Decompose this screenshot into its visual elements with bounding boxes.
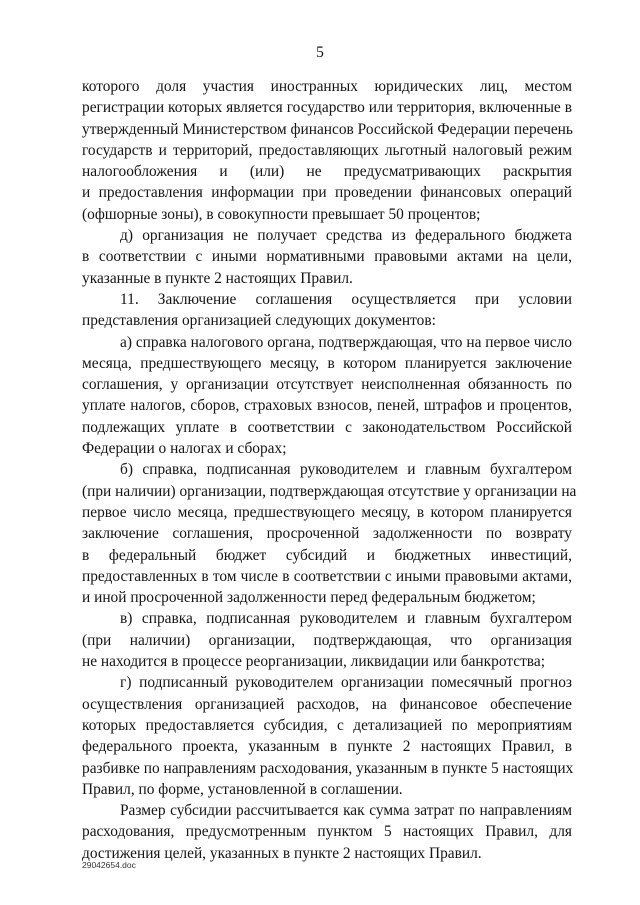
text-line: Федерации о налогах и сборах;	[82, 440, 287, 458]
text-line: регистрации которых является государство или территория, включенные в	[82, 99, 572, 117]
text-line: предоставленных в том числе в соответствии с иными правовыми актами,	[82, 567, 572, 585]
text-line: расходования, предусмотренным пунктом 5 настоящих Правил, для	[82, 823, 572, 841]
text-line: б) справка, подписанная руководителем и главным бухгалтером	[120, 461, 572, 479]
text-line: налогообложения и (или) не предусматривающих раскрытия	[82, 163, 572, 181]
text-line: указанные в пункте 2 настоящих Правил.	[82, 269, 353, 287]
text-line: первое число месяца, предшествующего месяцу, в котором планируется	[82, 503, 572, 521]
text-line: заключение соглашения, просроченной задолженности по возврату	[82, 525, 572, 543]
text-line: утвержденный Министерством финансов Российской Федерации перечень	[82, 120, 573, 138]
paragraph-continuation	[82, 76, 572, 225]
text-line: представления организацией следующих документов:	[82, 312, 436, 330]
page-number: 5	[316, 44, 324, 61]
paragraph-item-d	[82, 225, 572, 289]
paragraph-item-b	[82, 459, 577, 608]
text-line: достижения целей, указанных в пункте 2 настоящих Правил.	[82, 844, 482, 862]
text-line: (при наличии) организации, подтверждающая, что организация	[82, 631, 572, 649]
text-line: а) справка налогового органа, подтверждающая, что на первое число	[120, 333, 572, 351]
paragraph-subsidy-size	[82, 800, 572, 864]
text-line: в) справка, подписанная руководителем и главным бухгалтером	[120, 610, 572, 628]
text-line: и иной просроченной задолженности перед федеральным бюджетом;	[82, 589, 536, 607]
text-line: не находится в процессе реорганизации, ликвидации или банкротства;	[82, 653, 545, 671]
text-line: разбивке по направлениям расходования, указанным в пункте 5 настоящих	[82, 759, 574, 777]
text-line: осуществления организацией расходов, на финансовое обеспечение	[82, 695, 572, 713]
paragraph-clause-11	[82, 289, 572, 332]
text-line: федерального проекта, указанным в пункте 2 настоящих Правил, в	[82, 738, 572, 756]
document-filename: 29042654.doc	[82, 860, 136, 870]
text-line: (офшорные зоны), в совокупности превышает 50 процентов;	[82, 205, 481, 223]
document-body	[82, 76, 577, 864]
paragraph-item-a	[82, 332, 572, 460]
paragraph-item-g	[82, 672, 572, 800]
text-line: которого доля участия иностранных юридических лиц, местом	[82, 78, 572, 95]
text-line: Размер субсидии рассчитывается как сумма затрат по направлениям	[120, 802, 572, 820]
text-line: в соответствии с иными нормативными правовыми актами на цели,	[82, 248, 572, 266]
text-line: месяца, предшествующего месяцу, в котором планируется заключение	[82, 354, 572, 372]
text-line: Правил, по форме, установленной в соглашении.	[82, 780, 403, 798]
text-line: соглашения, у организации отсутствует неисполненная обязанность по	[82, 376, 572, 394]
text-line: г) подписанный руководителем организации помесячный прогноз	[120, 674, 572, 692]
paragraph-item-v	[82, 608, 572, 672]
text-line: д) организация не получает средства из федерального бюджета	[120, 227, 572, 245]
text-line: 11. Заключение соглашения осуществляется при условии	[120, 290, 572, 308]
text-line: (при наличии) организации, подтверждающая отсутствие у организации на	[82, 482, 577, 500]
text-line: подлежащих уплате в соответствии с законодательством Российской	[82, 418, 572, 436]
text-line: уплате налогов, сборов, страховых взносов, пеней, штрафов и процентов,	[82, 397, 572, 415]
text-line: государств и территорий, предоставляющих льготный налоговый режим	[82, 141, 572, 159]
text-line: и предоставления информации при проведении финансовых операций	[82, 184, 572, 202]
text-line: в федеральный бюджет субсидий и бюджетных инвестиций,	[82, 546, 572, 564]
text-line: которых предоставляется субсидия, с детализацией по мероприятиям	[82, 716, 572, 734]
